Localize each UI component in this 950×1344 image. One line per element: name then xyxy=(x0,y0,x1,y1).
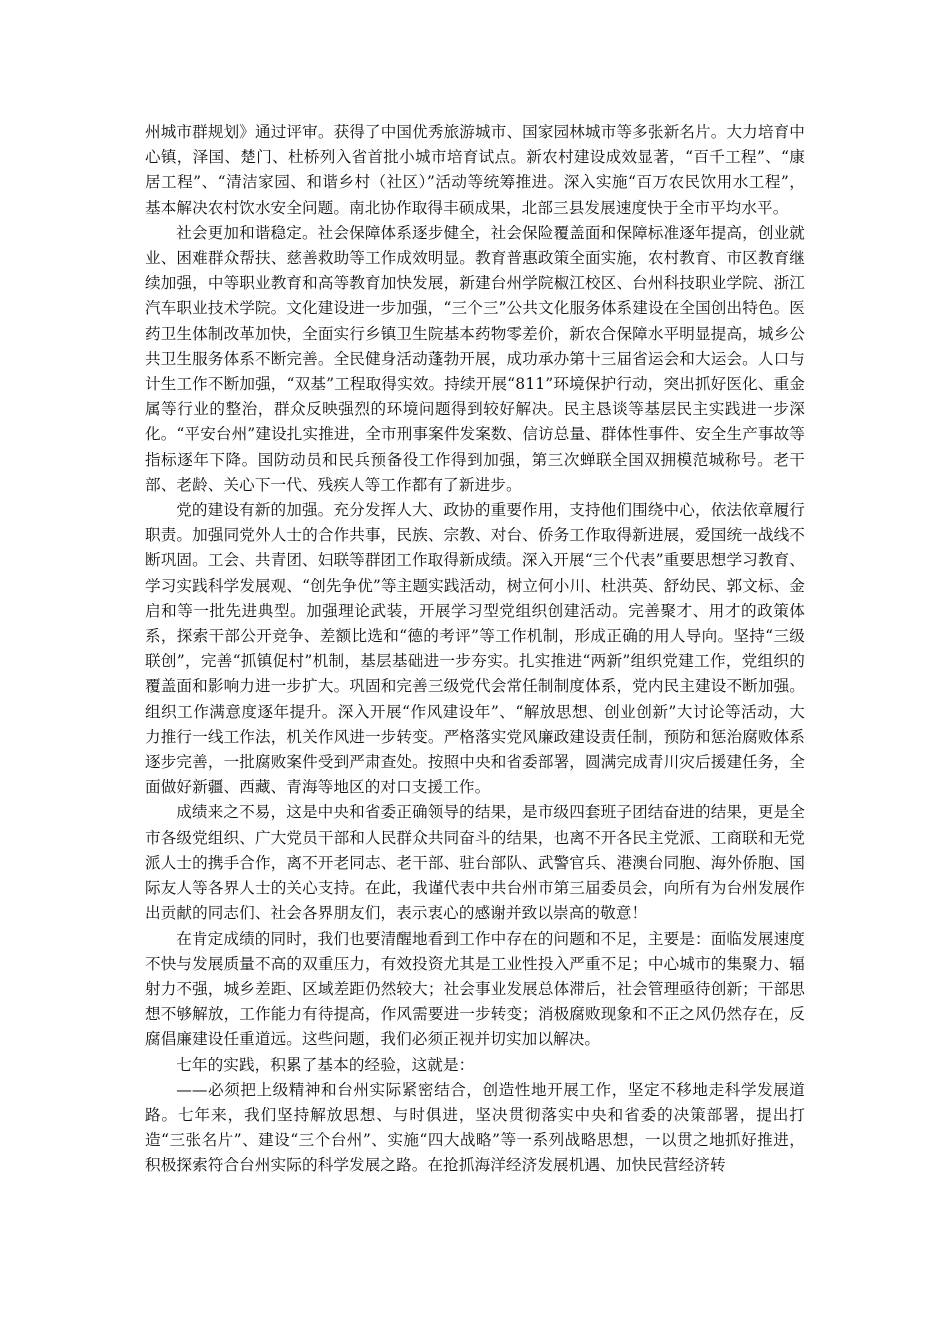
paragraph-continuation: 州城市群规划》通过评审。获得了中国优秀旅游城市、国家园林城市等多张新名片。大力培育中心镇，泽国、楚门、杜桥列入省首批小城市培育试点。新农村建设成效显著，“百千工程”、“康居工程”、“清洁家园、和谐乡村（社区）”活动等统筹推进。深入实施“百万农民饮用水工程”，基本解决农村饮水安全问题。南北协作取得丰硕成果，北部三县发展速度快于全市平均水平。 xyxy=(145,123,805,217)
paragraph-experience-one: ——必须把上级精神和台州实际紧密结合，创造性地开展工作，坚定不移地走科学发展道路。七年来，我们坚持解放思想、与时俱进，坚决贯彻落实中央和省委的决策部署，提出打造“三张名片”、建设“三个台州”、实施“四大战略”等一系列战略思想，一以贯之地抓好推进，积极探索符合台州实际的科学发展之路。在抢抓海洋经济发展机遇、加快民营经济转 xyxy=(145,1080,805,1175)
paragraph-problems: 在肯定成绩的同时，我们也要清醒地看到工作中存在的问题和不足，主要是：面临发展速度不快与发展质量不高的双重压力，有效投资尤其是工业性投入严重不足；中心城市的集聚力、辐射力不强，城乡差距、区域差距仍然较大；社会事业发展总体滞后，社会管理亟待创新；干部思想不够解放，工作能力有待提高，作风需要进一步转变；消极腐败现象和不正之风仍然存在，反腐倡廉建设任重道远。这些问题，我们必须正视并切实加以解决。 xyxy=(145,929,805,1049)
paragraph-achievements-thanks: 成绩来之不易，这是中央和省委正确领导的结果，是市级四套班子团结奋进的结果，更是全市各级党组织、广大党员干部和人民群众共同奋斗的结果，也离不开各民主党派、工商联和无党派人士的携手合作，离不开老同志、老干部、驻台部队、武警官兵、港澳台同胞、海外侨胞、国际友人等各界人士的关心支持。在此，我谨代表中共台州市第三届委员会，向所有为台州发展作出贡献的同志们、社会各界朋友们，表示衷心的感谢并致以崇高的敬意！ xyxy=(145,803,805,923)
paragraph-social-harmony: 社会更加和谐稳定。社会保障体系逐步健全，社会保险覆盖面和保障标准逐年提高，创业就业、困难群众帮扶、慈善救助等工作成效明显。教育普惠政策全面实施，农村教育、市区教育继续加强，中等职业教育和高等教育加快发展，新建台州学院椒江校区、台州科技职业学院、浙江汽车职业技术学院。文化建设进一步加强，“三个三”公共文化服务体系建设在全国创出特色。医药卫生体制改革加快，全面实行乡镇卫生院基本药物零差价，新农合保障水平明显提高，城乡公共卫生服务体系不断完善。全民健身活动蓬勃开展，成功承办第十三届省运会和大运会。人口与计生工作不断加强，“双基”工程取得实效。持续开展“811”环境保护行动，突出抓好医化、重金属等行业的整治，群众反映强烈的环境问题得到较好解决。民主恳谈等基层民主实践进一步深化。“平安台州”建设扎实推进，全市刑事案件发案数、信访总量、群体性事件、安全生产事故等指标逐年下降。国防动员和民兵预备役工作得到加强，第三次蝉联全国双拥模范城称号。老干部、老龄、关心下一代、残疾人等工作都有了新进步。 xyxy=(145,223,805,494)
document-page xyxy=(145,120,805,1179)
paragraph-party-building: 党的建设有新的加强。充分发挥人大、政协的重要作用，支持他们围绕中心，依法依章履行职责。加强同党外人士的合作共事，民族、宗教、对台、侨务工作取得新进展，爱国统一战线不断巩固。工会、共青团、妇联等群团工作取得新成绩。深入开展“三个代表”重要思想学习教育、学习实践科学发展观、“创先争优”等主题实践活动，树立何小川、杜洪英、舒幼民、郭文标、金启和等一批先进典型。加强理论武装，开展学习型党组织创建活动。完善聚才、用才的政策体系，探索干部公开竞争、差额比选和“德的考评”等工作机制，形成正确的用人导向。坚持“三级联创”，完善“抓镇促村”机制，基层基础进一步夯实。扎实推进“两新”组织党建工作，党组织的覆盖面和影响力进一步扩大。巩固和完善三级党代会常任制制度体系，党内民主建设不断加强。组织工作满意度逐年提升。深入开展“作风建设年”、“解放思想、创业创新”大讨论等活动，大力推行一线工作法，机关作风进一步转变。严格落实党风廉政建设责任制，预防和惩治腐败体系逐步完善，一批腐败案件受到严肃查处。按照中央和省委部署，圆满完成青川灾后援建任务，全面做好新疆、西藏、青海等地区的对口支援工作。 xyxy=(145,501,805,797)
paragraph-experience-intro: 七年的实践，积累了基本的经验，这就是： xyxy=(176,1055,475,1074)
